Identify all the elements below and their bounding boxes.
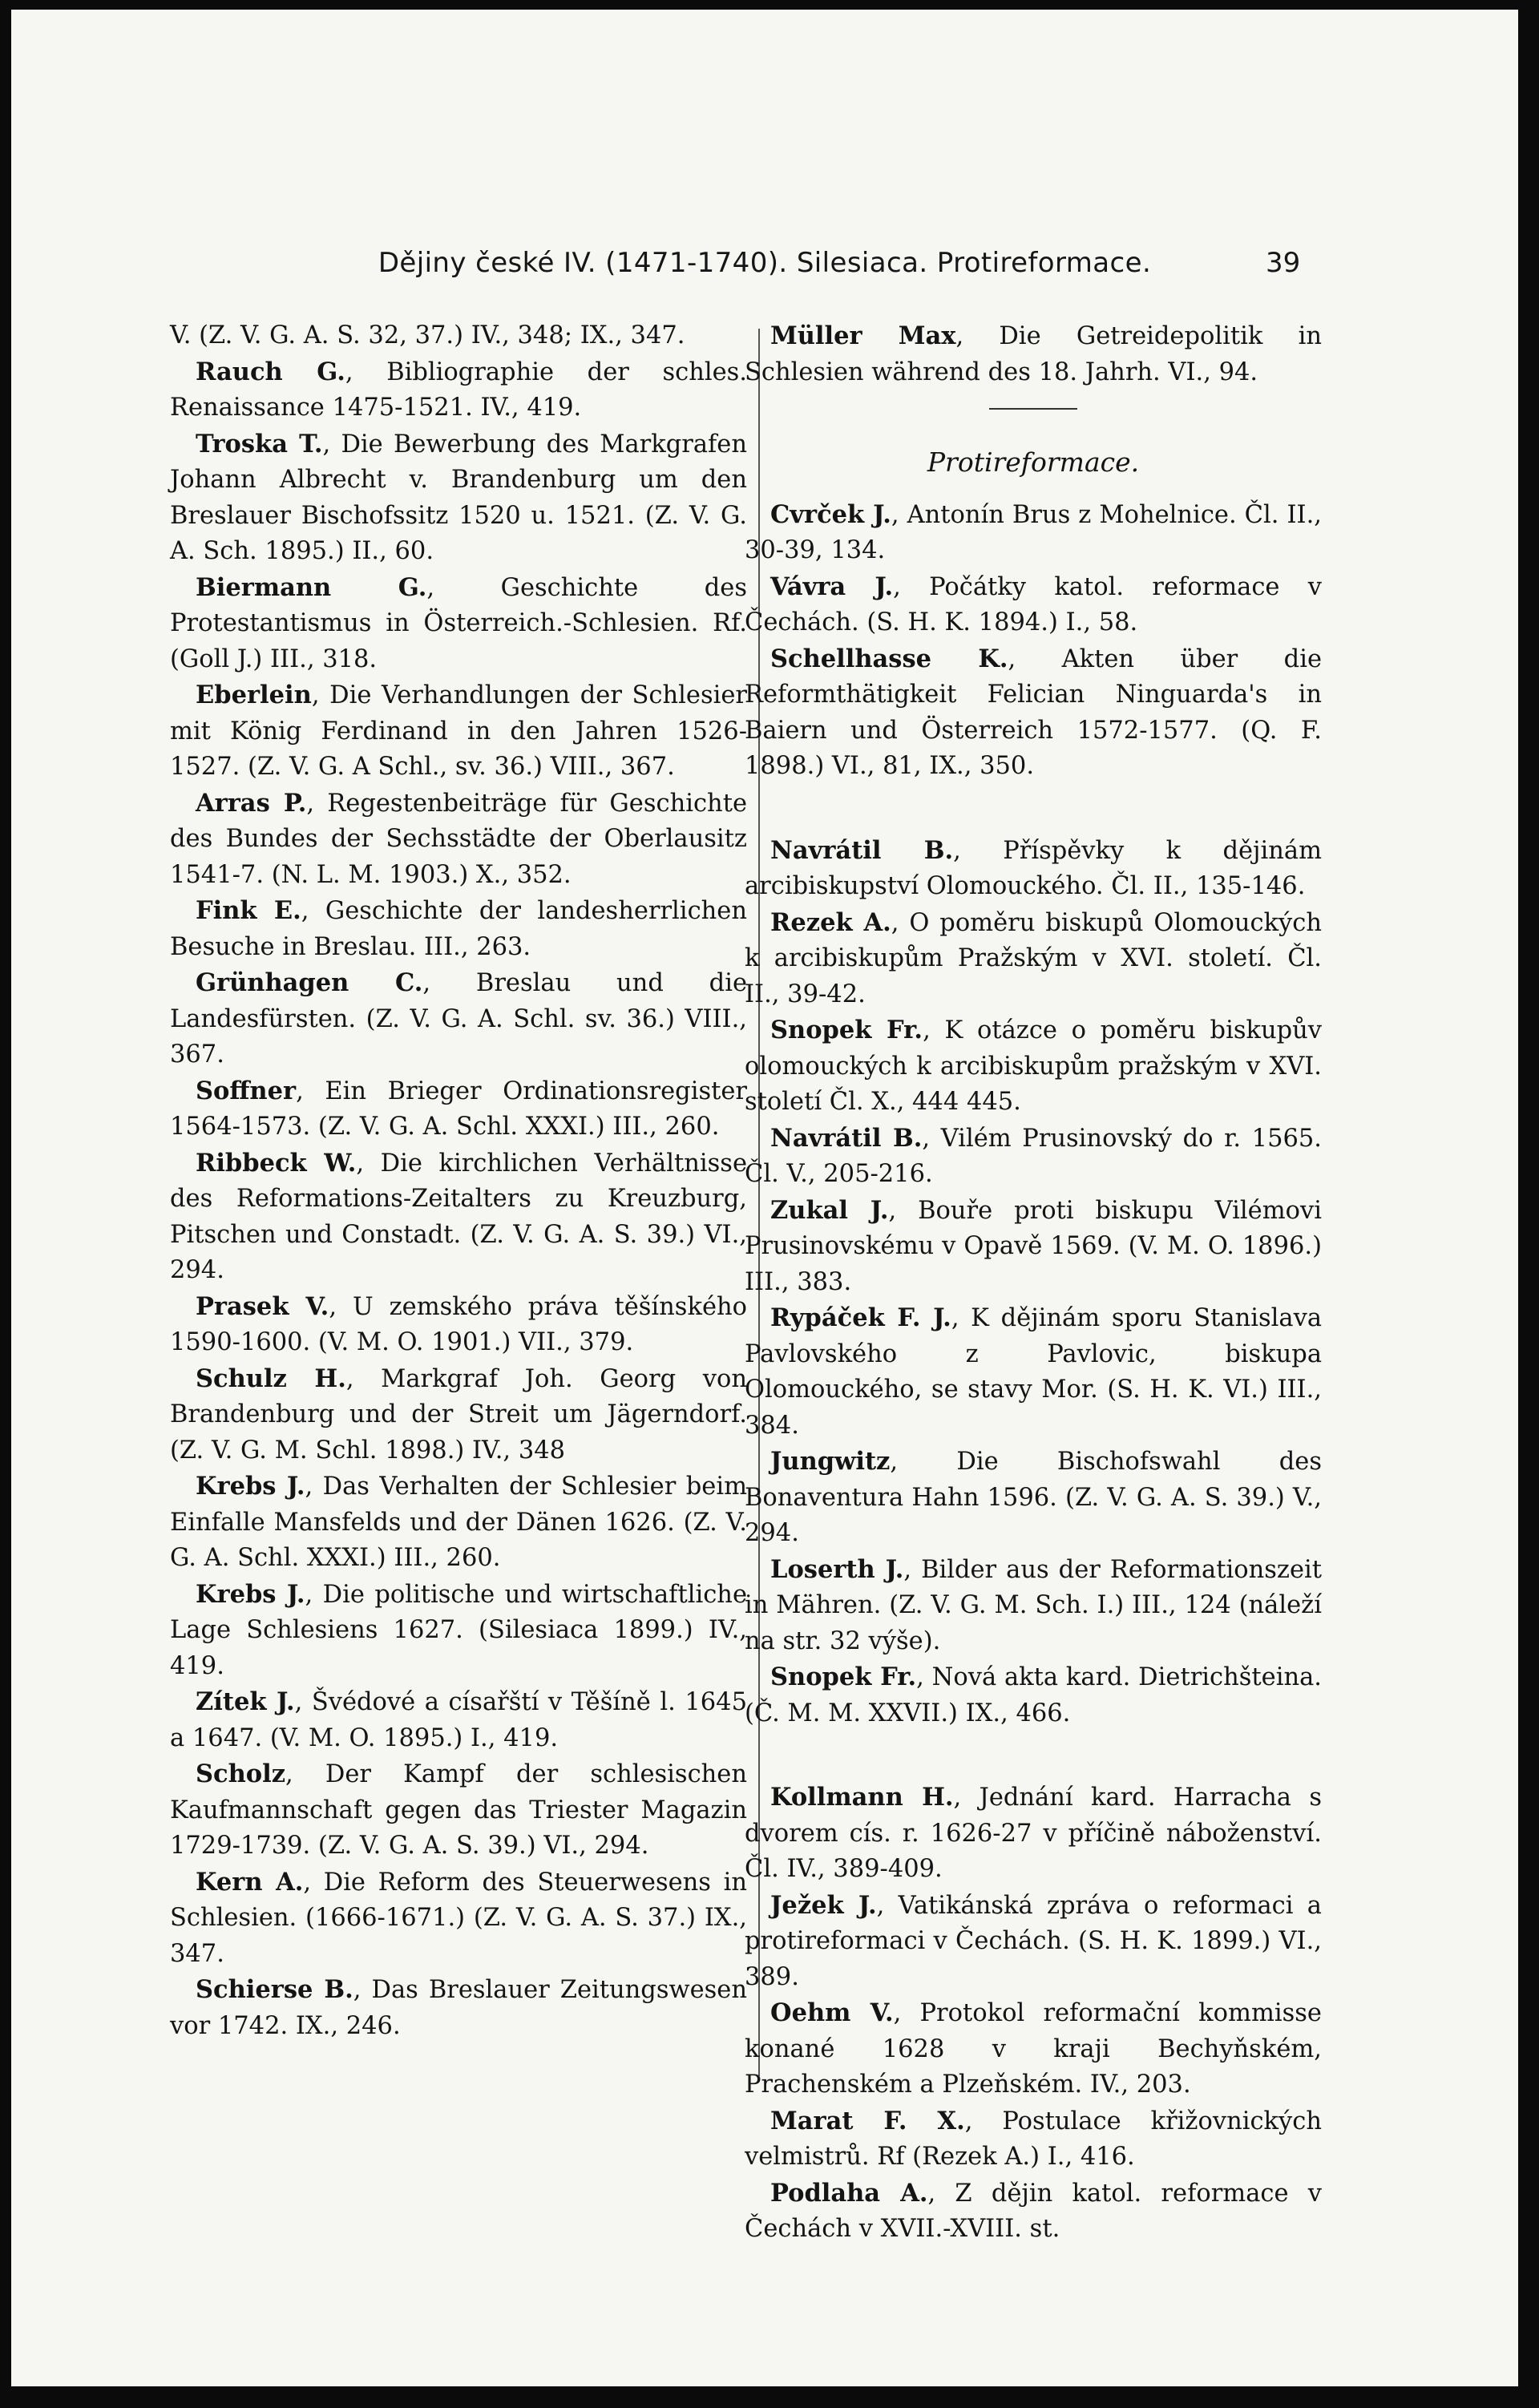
entry-text: , Bibliographie der schles. Renaissance 1475-1521. IV., 419. [170, 358, 747, 422]
entry-text: , Bilder aus der Reformationszeit in Mähren. (Z. V. G. M. Sch. I.) III., 124 (náleží na str. 32 výše). [745, 1555, 1323, 1655]
entry-author: Kern A. [196, 1867, 304, 1897]
bibliography-entry [170, 354, 747, 426]
entry-text: , O poměru biskupů Olomouckých k arcibiskupům Pražským v XVI. století. Čl. II., 39-42. [745, 908, 1323, 1008]
bibliography-entry [745, 2176, 1322, 2248]
entry-text: , Die Reform des Steuerwesens in Schlesien. (1666-1671.) (Z. V. G. A. S. 37.) IX., 347. [170, 1868, 747, 1968]
entry-text: V. (Z. V. G. A. S. 32, 37.) IV., 348; IX., 347. [170, 321, 685, 349]
bibliography-entry [170, 1469, 747, 1577]
entry-author: Troska T. [196, 429, 323, 459]
entry-author: Schierse B. [196, 1975, 353, 2004]
entry-author: Vávra J. [770, 572, 894, 601]
bibliography-entry [745, 905, 1322, 1013]
section-title: Protireformace. [927, 446, 1140, 478]
entry-author: Navrátil B. [770, 1123, 923, 1153]
bibliography-entry [745, 1659, 1322, 1731]
entry-author: Biermann G. [196, 572, 427, 602]
entry-text: , Protokol reformační kommisse konané 1628 v kraji Bechyňském, Prachenském a Plzeňském. IV., 203. [745, 1999, 1322, 2099]
page-number: 39 [1266, 247, 1301, 279]
bibliography-entry [745, 1193, 1322, 1301]
entry-text: , Příspěvky k dějinám arcibiskupství Olomouckého. Čl. II., 135-146. [745, 836, 1322, 900]
entry-text: , Geschichte des Protestantismus in Österreich.-Schlesien. Rf. (Goll J.) III., 318. [170, 573, 748, 673]
entry-text: , Jednání kard. Harracha s dvorem cís. r. 1626-27 v příčině náboženství. Čl. IV., 389-409. [745, 1784, 1323, 1883]
entry-text: , Die politische und wirtschaftliche Lage Schlesiens 1627. (Silesiaca 1899.) IV., 419. [170, 1580, 747, 1680]
entry-text: , Regestenbeiträge für Geschichte des Bundes der Sechsstädte der Oberlausitz 1541-7. (N. L. M. 1903.) X., 352. [170, 789, 748, 889]
separator-dash [989, 408, 1077, 410]
bibliography-entry [745, 1552, 1322, 1660]
bibliography-entry [170, 893, 747, 965]
entry-text: , Akten über die Reformthätigkeit Felician Ninguarda's in Baiern und Österreich 1572-1577. (Q. F. 1898.) VI., 81, IX., 350. [745, 644, 1322, 780]
entry-text: , Die Bischofswahl des Bonaventura Hahn 1596. (Z. V. G. A. S. 39.) V., 294. [745, 1448, 1322, 1547]
entry-text: , Vilém Prusinovský do r. 1565. Čl. V., 205-216. [745, 1124, 1322, 1188]
bibliography-entry [170, 1577, 747, 1685]
bibliography-entry [745, 1888, 1322, 1996]
entry-author: Krebs J. [196, 1472, 305, 1501]
entry-text: , Die Verhandlungen der Schlesier mit König Ferdinand in den Jahren 1526-1527. (Z. V. G. A Schl., sv. 36.) VIII., 367. [170, 681, 747, 781]
entry-author: Scholz [196, 1760, 286, 1788]
bibliography-entry [170, 1684, 747, 1756]
entry-author: Oehm V. [770, 1998, 894, 2027]
entry-text: , U zemského práva těšínského 1590-1600. (V. M. O. 1901.) VII., 379. [170, 1292, 747, 1356]
entry-author: Schellhasse K. [770, 644, 1008, 673]
bibliography-entry [745, 2103, 1322, 2176]
bibliography-entry [170, 965, 747, 1073]
bibliography-entry [170, 786, 747, 894]
entry-text: , Postulace křižovnických velmistrů. Rf (Rezek A.) I., 416. [745, 2107, 1322, 2171]
bibliography-entry [170, 677, 747, 786]
bibliography-entry [745, 641, 1322, 785]
bibliography-entry [745, 1300, 1322, 1444]
bibliography-entry [170, 1073, 747, 1145]
entry-author: Podlaha A. [770, 2178, 928, 2208]
bibliography-entry [170, 426, 747, 570]
entry-text: , Nová akta kard. Dietrichšteina. (Č. M. M. XXVII.) IX., 466. [745, 1663, 1322, 1727]
entry-author: Rauch G. [196, 357, 345, 386]
bibliography-entry [170, 1361, 747, 1469]
entry-author: Müller Max [770, 321, 956, 350]
entry-text: , Die kirchlichen Verhältnisse des Reformations-Zeitalters zu Kreuzburg, Pitschen und Constadt. (Z. V. G. A. S. 39.) VI., 294. [170, 1149, 747, 1284]
bibliography-entry [170, 570, 747, 678]
entry-author: Kollmann H. [770, 1783, 954, 1812]
entry-author: Schulz H. [196, 1364, 346, 1393]
bibliography-entry [170, 1289, 747, 1361]
entry-text: , Die Getreidepolitik in Schlesien während des 18. Jahrh. VI., 94. [745, 322, 1322, 386]
entry-text: , Antonín Brus z Mohelnice. Čl. II., 30-39, 134. [745, 500, 1322, 564]
entry-author: Loserth J. [770, 1554, 904, 1584]
entry-author: Fink E. [196, 896, 301, 925]
entry-author: Marat F. X. [770, 2106, 965, 2135]
entry-text: , Markgraf Joh. Georg von Brandenburg und der Streit um Jägerndorf. (Z. V. G. M. Schl. 1898.) IV., 348 [170, 1364, 747, 1465]
bibliography-entry [745, 318, 1322, 390]
entry-text: , K dějinám sporu Stanislava Pavlovského z Pavlovic, biskupa Olomouckého, se stavy Mor. (S. H. K. VI.) III., 384. [745, 1304, 1323, 1440]
running-title: Dějiny české IV. (1471-1740). Silesiaca. Protireformace. [378, 247, 1152, 279]
left-column [170, 318, 747, 2044]
entry-author: Snopek Fr. [770, 1663, 917, 1691]
entry-author: Prasek V. [196, 1291, 329, 1321]
bibliography-entry [170, 1145, 747, 1289]
entry-author: Zukal J. [770, 1195, 889, 1225]
bibliography-entry [745, 1444, 1322, 1552]
entry-author: Eberlein [196, 681, 312, 709]
entry-text: , Geschichte der landesherrlichen Besuche in Breslau. III., 263. [170, 897, 747, 961]
entry-author: Soffner [196, 1076, 297, 1105]
entry-text: , Die Bewerbung des Markgrafen Johann Albrecht v. Brandenburg um den Breslauer Bischofssitz 1520 u. 1521. (Z. V. G. A. Sch. 1895.) II., 60. [170, 430, 747, 565]
bibliography-entry [170, 1756, 747, 1865]
entry-text: , Das Breslauer Zeitungswesen vor 1742. IX., 246. [170, 1976, 747, 2040]
bibliography-entry [745, 1012, 1322, 1121]
entry-text: , Das Verhalten der Schlesier beim Einfalle Mansfelds und der Dänen 1626. (Z. V. G. A. Schl. XXXI.) III., 260. [170, 1473, 747, 1572]
book-page [11, 10, 1518, 2386]
entry-author: Grünhagen C. [196, 968, 423, 997]
bibliography-entry [170, 1972, 747, 2044]
entry-text: , Ein Brieger Ordinationsregister 1564-1573. (Z. V. G. A. Schl. XXXI.) III., 260. [170, 1077, 747, 1141]
group-gap [745, 1731, 1322, 1780]
entry-author: Navrátil B. [770, 835, 954, 865]
entry-author: Krebs J. [196, 1579, 305, 1609]
group-gap [745, 785, 1322, 833]
bibliography-entry [170, 1865, 747, 1973]
entry-author: Cvrček J. [770, 499, 891, 529]
entry-text: , Počátky katol. reformace v Čechách. (S. H. K. 1894.) I., 58. [745, 572, 1323, 636]
entry-text: , Bouře proti biskupu Vilémovi Prusinovskému v Opavě 1569. (V. M. O. 1896.) III., 383. [745, 1196, 1322, 1296]
entry-text: , Z dějin katol. reformace v Čechách v XVII.-XVIII. st. [745, 2179, 1322, 2243]
entry-author: Rypáček F. J. [770, 1303, 951, 1332]
entry-author: Ježek J. [770, 1890, 877, 1920]
bibliography-entry [745, 833, 1322, 905]
entry-author: Jungwitz [770, 1447, 891, 1476]
bibliography-entry [745, 1995, 1322, 2103]
entry-author: Rezek A. [770, 907, 891, 937]
bibliography-entry [745, 569, 1322, 641]
bibliography-entry [745, 1780, 1322, 1888]
entry-author: Snopek Fr. [770, 1016, 923, 1044]
entry-text: , Breslau und die Landesfürsten. (Z. V. G. A. Schl. sv. 36.) VIII., 367. [170, 969, 747, 1069]
bibliography-entry [170, 318, 747, 354]
entry-text: , Der Kampf der schlesischen Kaufmannschaft gegen das Triester Magazin 1729-1739. (Z. V. G. A. S. 39.) VI., 294. [170, 1760, 747, 1860]
entry-author: Arras P. [196, 788, 307, 818]
running-header [11, 239, 1518, 287]
entry-text: , Švédové a císařští v Těšíně l. 1645 a 1647. (V. M. O. 1895.) I., 419. [170, 1688, 747, 1752]
right-column [745, 318, 1322, 2248]
entry-text: , Vatikánská zpráva o reformaci a protireformaci v Čechách. (S. H. K. 1899.) VI., 389. [745, 1891, 1322, 1991]
entry-author: Zítek J. [196, 1687, 295, 1716]
entry-text: , K otázce o poměru biskupův olomouckých k arcibiskupům pražským v XVI. století Čl. X., 444 445. [745, 1016, 1322, 1116]
bibliography-entry [745, 1121, 1322, 1193]
bibliography-entry [745, 497, 1322, 569]
entry-author: Ribbeck W. [196, 1148, 357, 1178]
